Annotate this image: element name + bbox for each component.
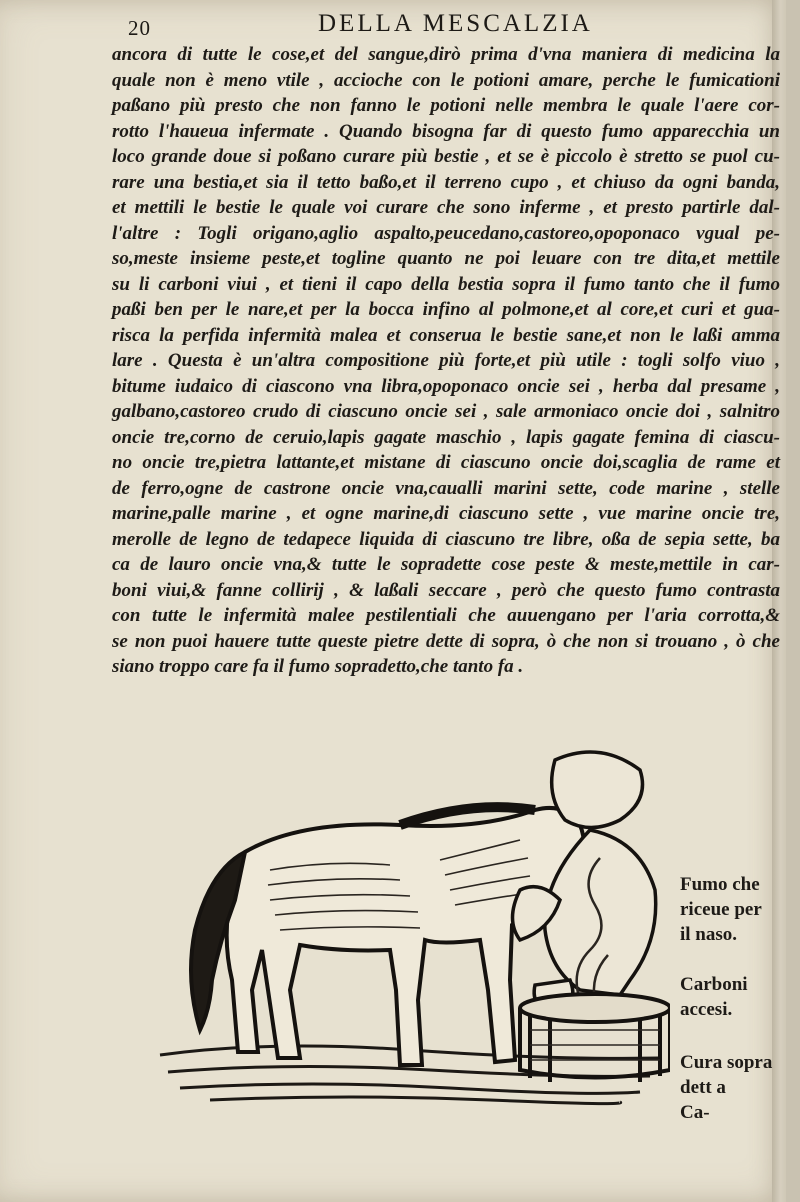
text-line: quale non è meno vtile , accioche con le potioni amare, perche le fumicationi — [112, 69, 780, 91]
text-line: su li carboni viui , et tieni il capo della bestia sopra il fumo tanto che il fumo — [112, 273, 780, 295]
text-line: loco grande doue si poßano curare più bestie , et se è piccolo è stretto se puol cu- — [112, 146, 780, 167]
caption-cure — [680, 1050, 786, 1125]
woodcut-illustration — [150, 740, 670, 1110]
caption-coals — [680, 972, 786, 1022]
text-line: bitume iudaico di ciascono vna libra,opoponaco oncie sei , herba dal presame , — [112, 375, 780, 397]
text-line: merolle de legno de tedapece liquida di ciascuno tre libre, oßa de sepia sette, ba — [112, 528, 780, 550]
text-line: galbano,castoreo crudo di ciascuno oncie sei , sale armoniaco oncie doi , salnitro — [112, 401, 780, 422]
caption-line: riceue per — [680, 899, 762, 920]
page-title: DELLA MESCALZIA — [318, 10, 593, 37]
caption-line: dett a — [680, 1077, 726, 1098]
text-line: oncie tre,corno de ceruio,lapis gagate maschio , lapis gagate femina di ciascu- — [112, 426, 780, 448]
text-line: rare una bestia,et sia il tetto baßo,et il terreno cupo , et chiuso da ogni banda, — [112, 171, 780, 193]
text-line: lare . Questa è un'altra compositione più forte,et più utile : togli solfo viuo , — [112, 350, 780, 371]
text-line: l'altre : Togli origano,aglio aspalto,peucedano,castoreo,opoponaco vgual pe- — [112, 222, 780, 244]
caption-line: Fumo che — [680, 874, 760, 895]
text-line: risca la perfida infermità malea et conserua le bestie sane,et non le laßi amma — [112, 324, 780, 346]
running-head — [0, 8, 786, 40]
text-line: paßano più presto che non fanno le potioni nelle membra le quale l'aere cor- — [112, 95, 780, 116]
text-line: marine,palle marine , et ogne marine,di ciascuno sette , vue marine oncie tre, — [112, 503, 780, 524]
text-line: boni viui,& fanne collirij , & laßali seccare , però che questo fumo contrasta — [112, 579, 780, 601]
body-text — [112, 42, 780, 680]
brazier — [520, 994, 670, 1082]
page-number: 20 — [128, 16, 151, 40]
text-line: so,meste insieme peste,et togline quanto ne poi leuare con tre dita,et mettile — [112, 248, 780, 269]
text-line: rotto l'haueua infermate . Quando bisogna far di questo fumo apparecchia un — [112, 120, 780, 142]
text-line: siano troppo care fa il fumo sopradetto,che tanto fa . — [112, 656, 524, 677]
text-line: ca de lauro oncie vna,& tutte le sopradette cose peste & meste,mettile in car- — [112, 554, 780, 575]
caption-line: accesi. — [680, 999, 733, 1020]
caption-line: Carboni — [680, 974, 748, 995]
text-line: no oncie tre,pietra lattante,et mistane di ciascuno oncie doi,scaglia de rame et — [112, 452, 780, 473]
text-line: con tutte le infermità malee pestilentiali che auuengano per l'aria corrotta,& — [112, 605, 780, 626]
text-line: de ferro,ogne de castrone oncie vna,caualli marini sette, code marine , stelle — [112, 477, 780, 499]
text-line: se non puoi hauere tutte queste pietre dette di sopra, ò che non si trouano , ò che — [112, 630, 780, 652]
caption-smoke — [680, 872, 786, 947]
caption-line: Cura sopra — [680, 1052, 773, 1073]
text-line: ancora di tutte le cose,et del sangue,dirò prima d'vna maniera di medicina la — [112, 44, 780, 65]
caption-line: Ca- — [680, 1102, 710, 1123]
caption-line: il naso. — [680, 924, 738, 945]
text-line: paßi ben per le nare,et per la bocca infino al polmone,et al core,et curi et gua- — [112, 299, 780, 320]
text-line: et mettili le bestie le quale voi curare che sono inferme , et presto partirle dal- — [112, 197, 780, 218]
